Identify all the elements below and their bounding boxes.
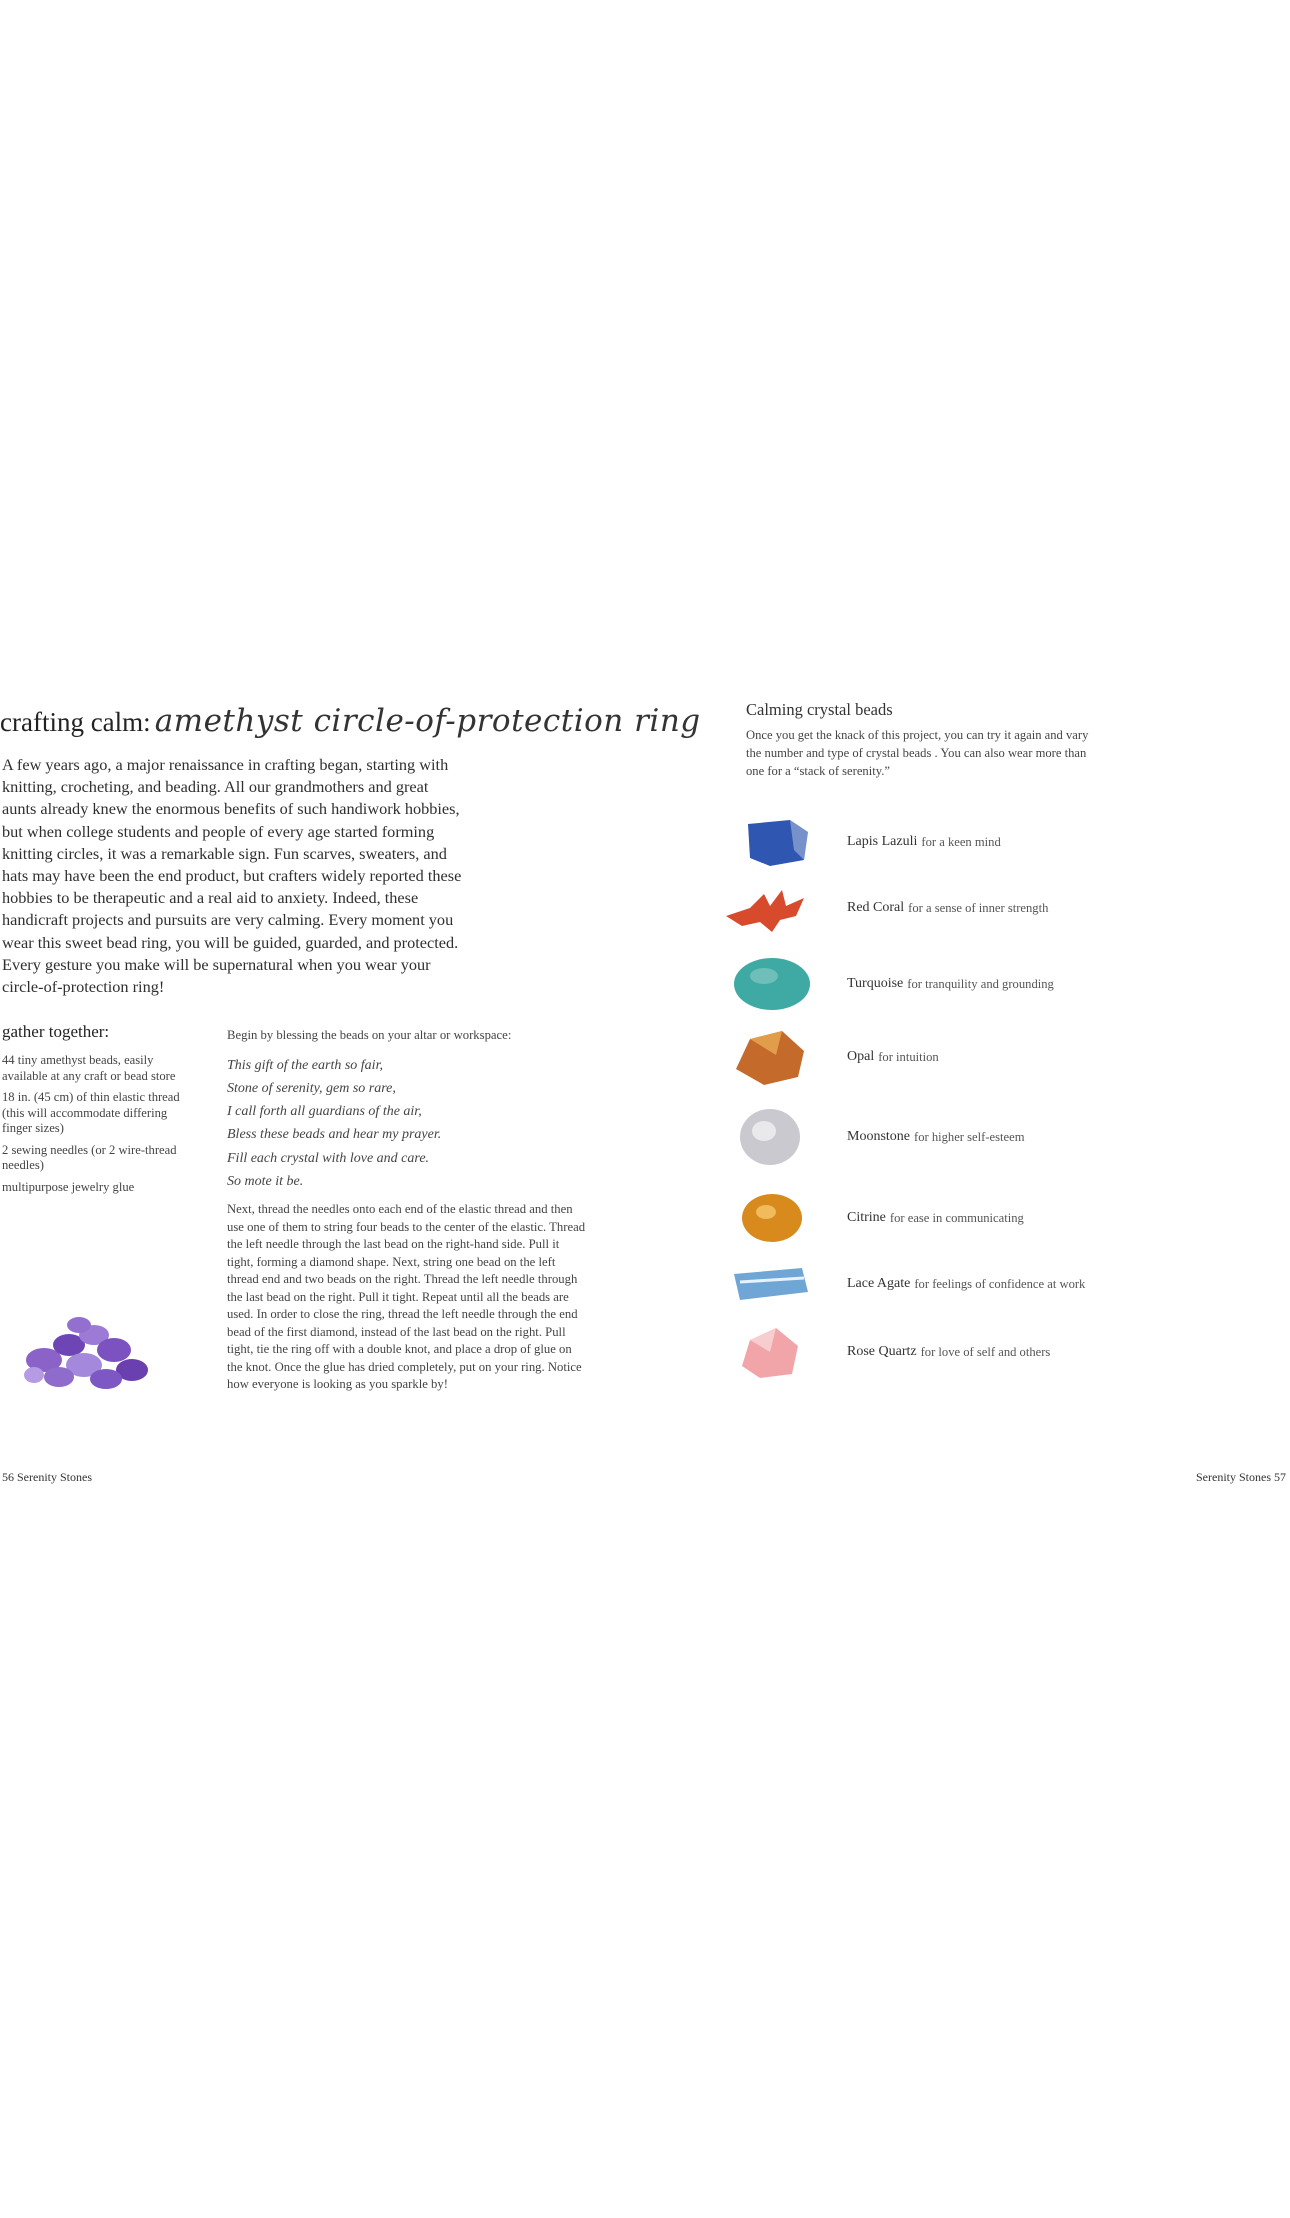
bead-name: Turquoise bbox=[847, 976, 904, 991]
verse-line: Bless these beads and hear my prayer. bbox=[227, 1127, 442, 1143]
bead-row-turquoise bbox=[720, 952, 1140, 1016]
title-script: amethyst circle-of-protection ring bbox=[154, 703, 701, 739]
bead-name: Citrine bbox=[847, 1210, 886, 1225]
instructions bbox=[227, 1027, 587, 1394]
bead-description: for feelings of confidence at work bbox=[914, 1276, 1086, 1291]
verse-line: So mote it be. bbox=[227, 1173, 304, 1189]
bead-row-citrine bbox=[720, 1186, 1140, 1250]
bead-name: Moonstone bbox=[847, 1129, 910, 1144]
bead-description: for love of self and others bbox=[920, 1344, 1051, 1359]
red-coral-stone-image bbox=[720, 876, 820, 940]
verse-line: Fill each crystal with love and care. bbox=[227, 1150, 430, 1166]
lace-agate-stone-image bbox=[720, 1252, 820, 1316]
stone-shape bbox=[742, 1194, 802, 1242]
steps-intro: Begin by blessing the beads on your altar or workspace: bbox=[227, 1028, 512, 1042]
opal-stone-image bbox=[720, 1025, 820, 1089]
moonstone-stone-image bbox=[720, 1105, 820, 1169]
bead-description: for a keen mind bbox=[921, 834, 1001, 849]
bead-name: Lace Agate bbox=[847, 1276, 911, 1291]
amethyst-beads-image bbox=[14, 1305, 159, 1395]
page-footer-left: 56 Serenity Stones bbox=[2, 1470, 92, 1484]
bead-row-moonstone bbox=[720, 1105, 1140, 1169]
section-heading: Calming crystal beads bbox=[746, 700, 893, 719]
bead-description: for tranquility and grounding bbox=[907, 976, 1054, 991]
stone-shape bbox=[734, 1268, 808, 1300]
bead-description: for higher self-esteem bbox=[914, 1129, 1025, 1144]
bead-description: for intuition bbox=[878, 1049, 939, 1064]
rose-quartz-stone-image bbox=[720, 1320, 820, 1384]
bead-row-lace-agate bbox=[720, 1252, 1140, 1316]
blessing-verse bbox=[227, 1054, 587, 1194]
bead-row-rose-quartz bbox=[720, 1320, 1140, 1384]
gather-heading: gather together: bbox=[2, 1022, 110, 1041]
steps-body: Next, thread the needles onto each end of the elastic thread and then use one of them to string four beads to the center of the elastic. Thread the left needle through the last bead on the right-hand side. Pull it tight, forming a diamond shape. Next, string one bead on the left thread end and two beads on the right. Thread the left needle through the last bead on the right. Pull it tight. Repeat until all the beads are used. In order to close the ring, thread the left needle through the end bead of the first diamond, instead of the last bead on the right. Pull tight, tie the ring off with a double knot, and place a drop of glue on the knot. Once the glue has dried completely, put on your ring. Notice how everyone is looking as you sparkle by! bbox=[227, 1202, 586, 1392]
bead-name: Lapis Lazuli bbox=[847, 834, 918, 849]
verse-line: Stone of serenity, gem so rare, bbox=[227, 1080, 396, 1096]
intro-paragraph: A few years ago, a major renaissance in crafting began, starting with knitting, crocheting, and beading. All our grandmothers and great aunts already knew the enormous benefits of such handiwork hobbies, but when college students and people of every age started forming knitting circles, it was a remarkable sign. Fun scarves, sweaters, and hats may have been the end product, but crafters widely reported these hobbies to be therapeutic and a real aid to anxiety. Indeed, these handicraft projects and pursuits are very calming. Every moment you wear this sweet bead ring, you will be guided, guarded, and protected. Every gesture you make will be supernatural when you wear your circle-of-protection ring! bbox=[2, 755, 462, 997]
lapis-lazuli-stone-image bbox=[720, 810, 820, 874]
page-footer-right: Serenity Stones 57 bbox=[1196, 1470, 1286, 1484]
list-item: 18 in. (45 cm) of thin elastic thread (this will accommodate differing finger sizes) bbox=[2, 1090, 180, 1135]
verse-line: I call forth all guardians of the air, bbox=[227, 1104, 422, 1120]
bead-name: Red Coral bbox=[847, 900, 905, 915]
bead-description: for ease in communicating bbox=[889, 1210, 1024, 1225]
bead-description: for a sense of inner strength bbox=[908, 900, 1049, 915]
bead-name: Opal bbox=[847, 1049, 875, 1064]
gather-list bbox=[2, 1053, 197, 1201]
stone-shape bbox=[726, 890, 804, 932]
bead-row-opal bbox=[720, 1025, 1140, 1089]
stone-shape bbox=[734, 958, 810, 1010]
turquoise-stone-image bbox=[720, 952, 820, 1016]
citrine-stone-image bbox=[720, 1186, 820, 1250]
title-plain: crafting calm: bbox=[0, 707, 151, 737]
list-item: 2 sewing needles (or 2 wire-thread needles) bbox=[2, 1142, 177, 1172]
bead-row-lapis-lazuli bbox=[720, 810, 1140, 874]
verse-line: This gift of the earth so fair, bbox=[227, 1057, 383, 1073]
section-description: Once you get the knack of this project, you can try it again and vary the number and type of crystal beads . You can also wear more than one for a “stack of serenity.” bbox=[746, 728, 1089, 778]
bead-row-red-coral bbox=[720, 876, 1140, 940]
list-item: multipurpose jewelry glue bbox=[2, 1179, 135, 1194]
bead-name: Rose Quartz bbox=[847, 1344, 917, 1359]
page-title bbox=[0, 703, 701, 739]
list-item: 44 tiny amethyst beads, easily available at any craft or bead store bbox=[2, 1053, 176, 1083]
